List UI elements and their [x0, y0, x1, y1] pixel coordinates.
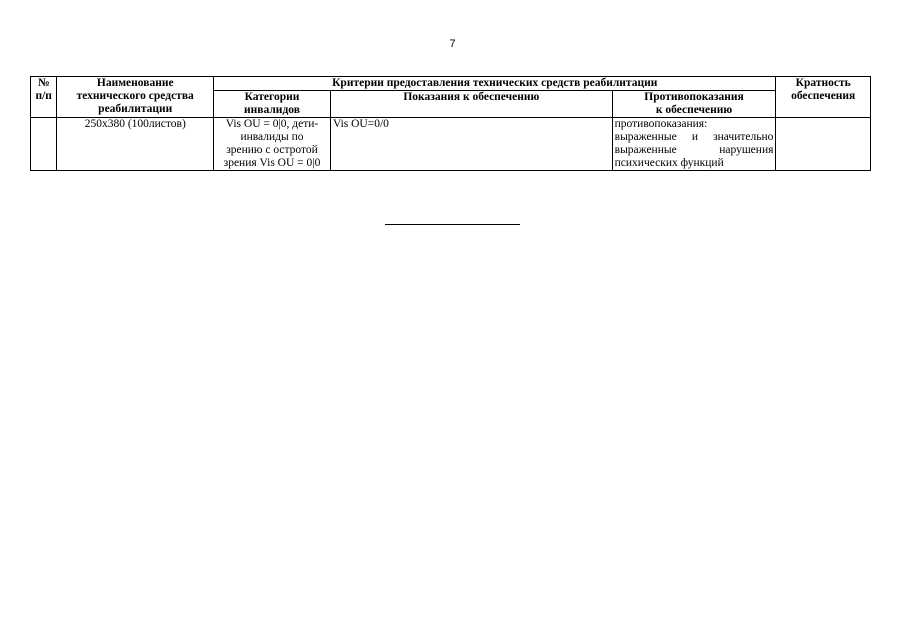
- cell-indications: Vis OU=0/0: [330, 118, 612, 171]
- cell-name: 250x380 (100листов): [57, 118, 214, 171]
- header-num: [31, 77, 57, 118]
- rehabilitation-criteria-table: [30, 76, 871, 171]
- header-name-line-2: технического средства: [76, 90, 194, 102]
- header-indications: Показания к обеспечению: [330, 91, 612, 118]
- header-name-line-3: реабилитации: [98, 103, 173, 115]
- page-number: 7: [449, 38, 456, 50]
- cell-num: [31, 118, 57, 171]
- header-categories-line-2: инвалидов: [244, 104, 300, 116]
- cell-categories-line-3: зрению с остротой: [226, 144, 318, 156]
- cell-contraindications: [612, 118, 776, 171]
- header-num-line-2: п/п: [35, 90, 52, 102]
- end-divider: [385, 224, 520, 225]
- header-row-1: [31, 77, 871, 91]
- header-frequency-line-2: обеспечения: [791, 90, 856, 102]
- cell-categories-line-2: инвалиды по: [240, 131, 304, 143]
- header-num-line-1: №: [37, 77, 50, 89]
- header-criteria: Критерии предоставления технических средств реабилитации: [214, 77, 776, 91]
- header-frequency: [776, 77, 871, 118]
- header-frequency-line-1: Кратность: [795, 77, 851, 89]
- header-name: [57, 77, 214, 118]
- header-contraindications-line-1: Противопоказания: [644, 91, 744, 103]
- header-categories-line-1: Категории: [244, 91, 300, 103]
- table-row: [31, 118, 871, 171]
- cell-contraindications-line-4: психических функций: [614, 157, 724, 169]
- cell-contraindications-line-1: противопоказания:: [614, 118, 708, 130]
- header-name-line-1: Наименование: [96, 77, 174, 89]
- cell-categories-line-1: Vis OU = 0|0, дети-: [225, 118, 319, 130]
- header-categories: [214, 91, 331, 118]
- cell-categories: [214, 118, 331, 171]
- header-contraindications: [612, 91, 776, 118]
- cell-categories-line-4: зрения Vis OU = 0|0: [223, 157, 321, 169]
- cell-contraindications-line-3: выраженные нарушения: [614, 144, 774, 156]
- cell-frequency: [776, 118, 871, 171]
- cell-contraindications-line-2: выраженные и значительно: [614, 131, 774, 143]
- header-contraindications-line-2: к обеспечению: [655, 104, 733, 116]
